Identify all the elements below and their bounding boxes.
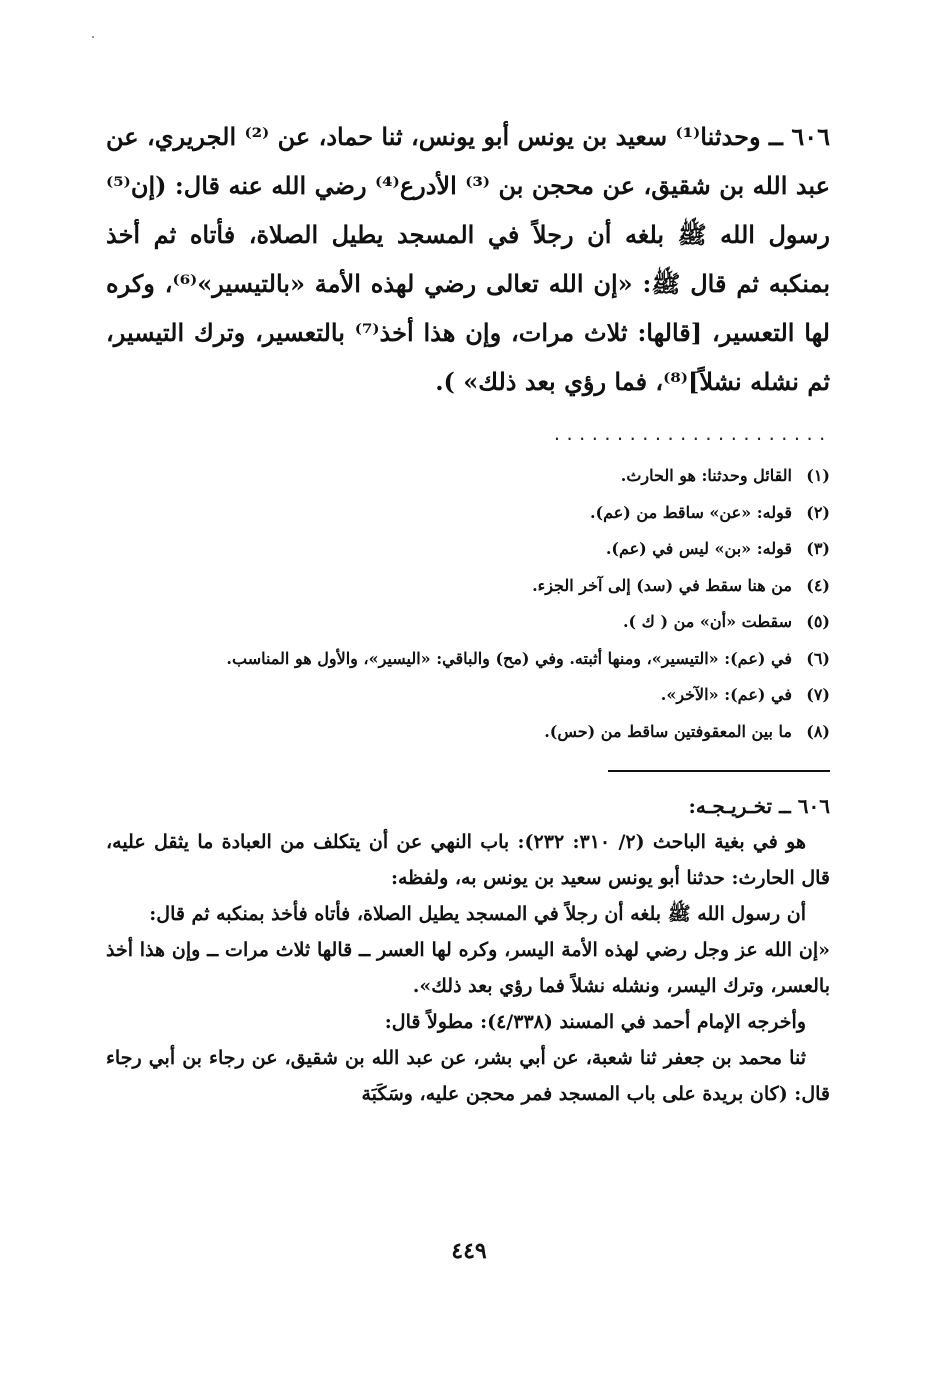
footnote-number: (٧) xyxy=(806,685,830,704)
footnote-text: ما بين المعقوفتين ساقط من (حس). xyxy=(544,721,792,741)
footnote-number: (٣) xyxy=(806,539,830,558)
footnote-text: في (عم): «التيسير»، ومنها أثبته. وفي (مح) والباقي: «اليسير»، والأول هو المناسب. xyxy=(226,648,792,668)
footnote-text: في (عم): «الآخر». xyxy=(660,685,792,704)
footnote-number: (٥) xyxy=(806,612,830,631)
footnote xyxy=(106,677,830,714)
takhrij-paragraph: ثنا محمد بن جعفر ثنا شعبة، عن أبي بشر، عن عبد الله بن شقيق، عن رجاء بن أبي رجاء قال: (كان بريدة على باب المسجد فمر محجن عليه، وسَكَبَة xyxy=(106,1047,830,1105)
footnote-text: القائل وحدثنا: هو الحارث. xyxy=(620,466,792,485)
footnote-number: (٨) xyxy=(806,721,830,741)
footnote-separator: ...................... xyxy=(552,425,830,444)
footnote xyxy=(106,531,830,568)
takhrij-quote: «إن الله عز وجل رضي لهذه الأمة اليسر، وكره لها العسر ــ قالها ثلاث مرات ــ وإن هذا أخذ بالعسر، وترك اليسر، ونشله نشلاً فما رؤي بعد ذلك». xyxy=(106,939,830,997)
footnote-number: (٢) xyxy=(806,502,830,522)
footnote-number: (٦) xyxy=(806,648,830,668)
page-number: ٤٤٩ xyxy=(451,1238,487,1264)
section-divider xyxy=(608,770,830,772)
footnote xyxy=(106,458,830,495)
footnote xyxy=(106,568,830,605)
footnote-number: (٤) xyxy=(806,575,830,595)
footnote-text: سقطت «أن» من ( ك ). xyxy=(622,612,792,631)
takhrij-heading: ٦٠٦ ــ تخـريـجـه: xyxy=(688,794,830,818)
footnote xyxy=(106,604,830,641)
footnotes-list xyxy=(106,458,830,750)
footnote-text: قوله: «بن» ليس في (عم). xyxy=(605,539,792,558)
takhrij-section xyxy=(106,788,830,1112)
hadith-text xyxy=(106,112,830,406)
footnote xyxy=(106,641,830,678)
footnote-text: من هنا سقط في (سد) إلى آخر الجزء. xyxy=(532,575,792,595)
takhrij-paragraph: أن رسول الله ﷺ بلغه أن رجلاً في المسجد يطيل الصلاة، فأتاه فأخذ بمنكبه ثم قال: xyxy=(149,903,806,925)
hadith-paragraph: ٦٠٦ ــ وحدثنا⁽¹⁾ سعيد بن يونس أبو يونس، ثنا حماد، عن ⁽²⁾ الجريري، عن عبد الله بن شقيق، عن محجن بن ⁽³⁾ الأدرع⁽⁴⁾ رضي الله عنه قال: (إن⁽⁵⁾ رسول الله ﷺ بلغه أن رجلاً في المسجد يطيل الصلاة، فأتاه ثم أخذ بمنكبه ثم قال ﷺ: «إن الله تعالى رضي لهذه الأمة «بالتيسير»⁽⁶⁾، وكره لها التعسير، [قالها: ثلاث مرات، وإن هذا أخذ⁽⁷⁾ بالتعسير، وترك التيسير، ثم نشله نشلاً]⁽⁸⁾، فما رؤي بعد ذلك» ). xyxy=(106,122,830,396)
takhrij-paragraph: هو في بغية الباحث (٢/ ٣١٠: ٢٣٢): باب النهي عن أن يتكلف من العبادة ما يثقل عليه، قال الحارث: حدثنا أبو يونس سعيد بن يونس به، ولفظه: xyxy=(106,831,830,889)
takhrij-paragraph: وأخرجه الإمام أحمد في المسند (٤/٣٣٨): مطولاً قال: xyxy=(384,1011,806,1033)
footnote-text: قوله: «عن» ساقط من (عم). xyxy=(589,502,792,522)
scan-speck xyxy=(92,36,94,38)
footnote xyxy=(106,495,830,532)
footnote xyxy=(106,714,830,751)
footnote-number: (١) xyxy=(806,466,830,485)
